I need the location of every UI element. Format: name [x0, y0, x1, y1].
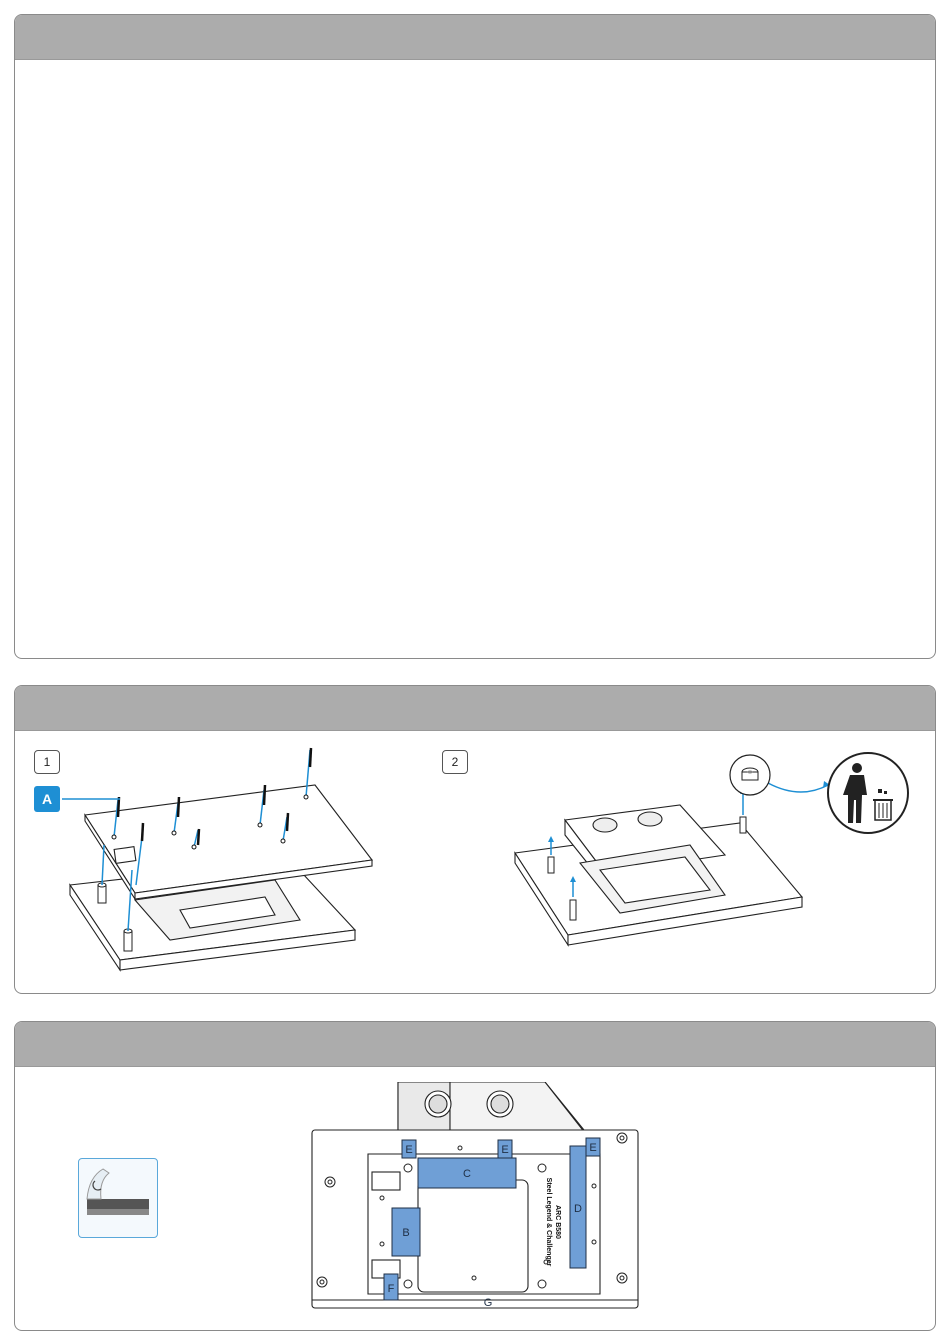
panel-3-header [15, 1022, 935, 1067]
pad-label-c: C [463, 1168, 471, 1180]
pad-label-f: F [387, 1283, 395, 1295]
step-2-illustration [510, 745, 920, 980]
product-label-line1: ARC B580 [554, 1205, 561, 1239]
callout-a-badge: A [34, 786, 60, 812]
panel-1-header [15, 15, 935, 60]
step-2-number: 2 [442, 750, 468, 774]
person-disposing-trash-icon [828, 753, 908, 833]
step-1-illustration [60, 745, 380, 980]
cold-plate-diagram [310, 1082, 642, 1312]
pad-label-e-left: E [405, 1144, 413, 1156]
product-label-line2: Steel Legend & Challenger [545, 1177, 552, 1267]
pad-label-b: B [402, 1227, 410, 1239]
peel-protective-film-icon [78, 1158, 158, 1238]
pad-label-g: G [483, 1297, 493, 1309]
pad-label-e-right: E [589, 1142, 597, 1154]
instruction-panel-1 [14, 14, 936, 659]
panel-2-header [15, 686, 935, 731]
step-1-number: 1 [34, 750, 60, 774]
callout-a-leader [62, 797, 122, 801]
pad-label-d: D [574, 1203, 582, 1215]
pad-label-e-middle: E [501, 1144, 509, 1156]
